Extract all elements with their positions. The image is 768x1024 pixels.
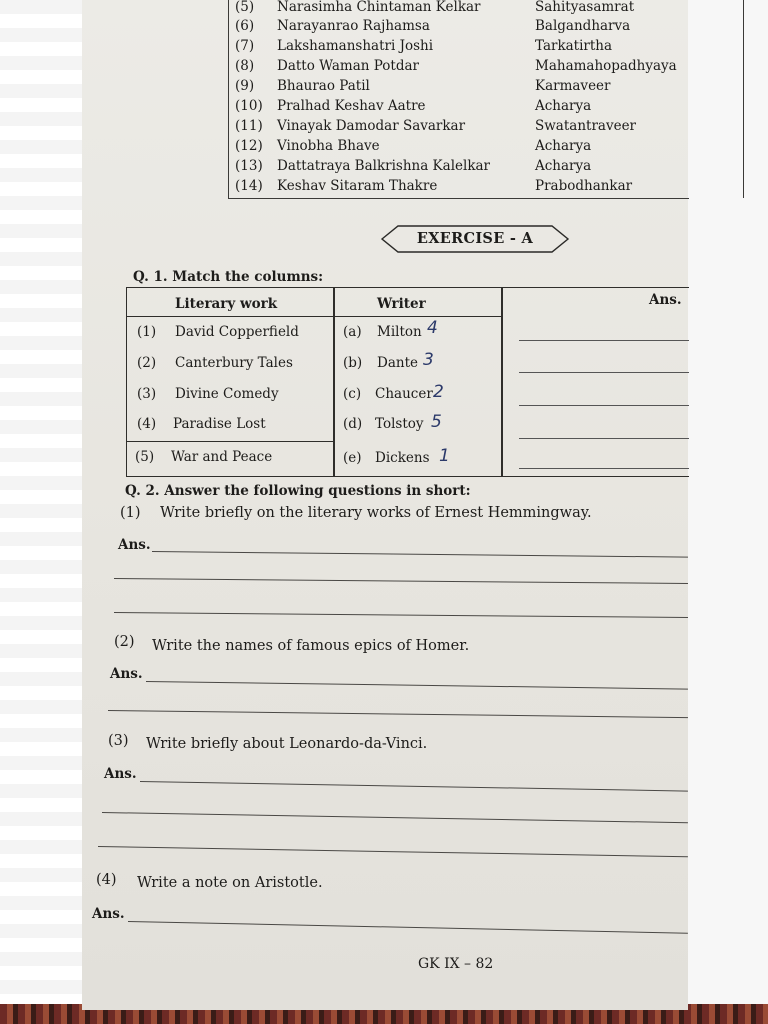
person-name: Narayanrao Rajhamsa <box>277 18 430 34</box>
person-name: Bhaurao Patil <box>277 78 370 94</box>
person-name: Narasimha Chintaman Kelkar <box>277 0 481 15</box>
writer-name: Tolstoy <box>375 416 424 432</box>
person-title: Acharya <box>535 158 592 174</box>
handwritten-mark: 1 <box>439 446 450 466</box>
writer-letter: (a) <box>343 324 362 340</box>
row-number: (14) <box>235 178 263 194</box>
background-right <box>688 0 768 1024</box>
literary-work: Divine Comedy <box>175 386 279 402</box>
question-number: (1) <box>120 505 141 521</box>
q1-heading: Q. 1. Match the columns: <box>133 269 324 285</box>
row-number: (10) <box>235 98 263 114</box>
row-number: (6) <box>235 18 255 34</box>
person-title: Tarkatirtha <box>535 38 613 54</box>
row-number: (7) <box>235 38 255 54</box>
work-number: (1) <box>137 324 157 340</box>
row-number: (13) <box>235 158 263 174</box>
background-left <box>0 0 82 1024</box>
answer-label: Ans. <box>92 906 125 922</box>
question-number: (2) <box>114 634 135 650</box>
question-number: (4) <box>96 872 117 888</box>
question-number: (3) <box>108 733 129 749</box>
answer-label: Ans. <box>110 666 143 682</box>
writer-name: Dickens <box>375 450 430 466</box>
person-title: Karmaveer <box>535 78 611 94</box>
writer-name: Milton <box>377 324 422 340</box>
work-number: (5) <box>135 449 155 465</box>
person-title: Prabodhankar <box>535 178 633 194</box>
header-writer: Writer <box>377 296 426 312</box>
match-table <box>126 287 689 477</box>
writer-letter: (d) <box>343 416 363 432</box>
writer-name: Chaucer <box>375 386 433 402</box>
header-rule <box>127 316 503 317</box>
work-number: (2) <box>137 355 157 371</box>
person-title: Sahityasamrat <box>535 0 635 15</box>
answer-line[interactable] <box>519 340 689 341</box>
work-number: (4) <box>137 416 157 432</box>
question-text: Write the names of famous epics of Homer. <box>152 638 470 654</box>
person-title: Acharya <box>535 138 592 154</box>
question-text: Write a note on Aristotle. <box>137 875 323 891</box>
table-divider <box>743 0 744 198</box>
handwritten-mark: 2 <box>433 382 444 402</box>
header-ans: Ans. <box>649 292 682 308</box>
answer-line[interactable] <box>519 372 689 373</box>
person-name: Pralhad Keshav Aatre <box>277 98 426 114</box>
literary-work: War and Peace <box>171 449 273 465</box>
answer-label: Ans. <box>118 537 151 553</box>
writer-letter: (e) <box>343 450 362 466</box>
question-text: Write briefly on the literary works of Ernest Hemmingway. <box>160 505 592 521</box>
q2-heading: Q. 2. Answer the following questions in short: <box>125 483 471 499</box>
person-name: Vinobha Bhave <box>277 138 380 154</box>
answer-line[interactable] <box>519 438 689 439</box>
row-number: (11) <box>235 118 263 134</box>
handwritten-mark: 4 <box>427 318 438 338</box>
row-number: (9) <box>235 78 255 94</box>
person-name: Datto Waman Potdar <box>277 58 419 74</box>
row-number: (12) <box>235 138 263 154</box>
work-number: (3) <box>137 386 157 402</box>
literary-work: Canterbury Tales <box>175 355 293 371</box>
person-name: Vinayak Damodar Savarkar <box>277 118 466 134</box>
answer-line[interactable] <box>519 468 689 469</box>
writer-letter: (c) <box>343 386 362 402</box>
header-literary-work: Literary work <box>175 296 278 312</box>
titles-table <box>228 0 689 199</box>
page-number: GK IX – 82 <box>418 956 494 972</box>
exercise-banner <box>380 224 570 254</box>
person-title: Acharya <box>535 98 592 114</box>
writer-letter: (b) <box>343 355 363 371</box>
row-rule <box>127 441 333 442</box>
person-title: Balgandharva <box>535 18 631 34</box>
exercise-title: EXERCISE - A <box>416 230 534 247</box>
answer-line[interactable] <box>519 405 689 406</box>
person-name: Keshav Sitaram Thakre <box>277 178 438 194</box>
person-name: Lakshamanshatri Joshi <box>277 38 434 54</box>
row-number: (5) <box>235 0 255 15</box>
writer-name: Dante <box>377 355 418 371</box>
literary-work: Paradise Lost <box>173 416 266 432</box>
handwritten-mark: 3 <box>423 350 434 370</box>
handwritten-mark: 5 <box>431 412 442 432</box>
person-title: Mahamahopadhyaya <box>535 58 677 74</box>
person-name: Dattatraya Balkrishna Kalelkar <box>277 158 491 174</box>
person-title: Swatantraveer <box>535 118 637 134</box>
literary-work: David Copperfield <box>175 324 299 340</box>
row-number: (8) <box>235 58 255 74</box>
question-text: Write briefly about Leonardo-da-Vinci. <box>146 736 428 752</box>
answer-label: Ans. <box>104 766 137 782</box>
